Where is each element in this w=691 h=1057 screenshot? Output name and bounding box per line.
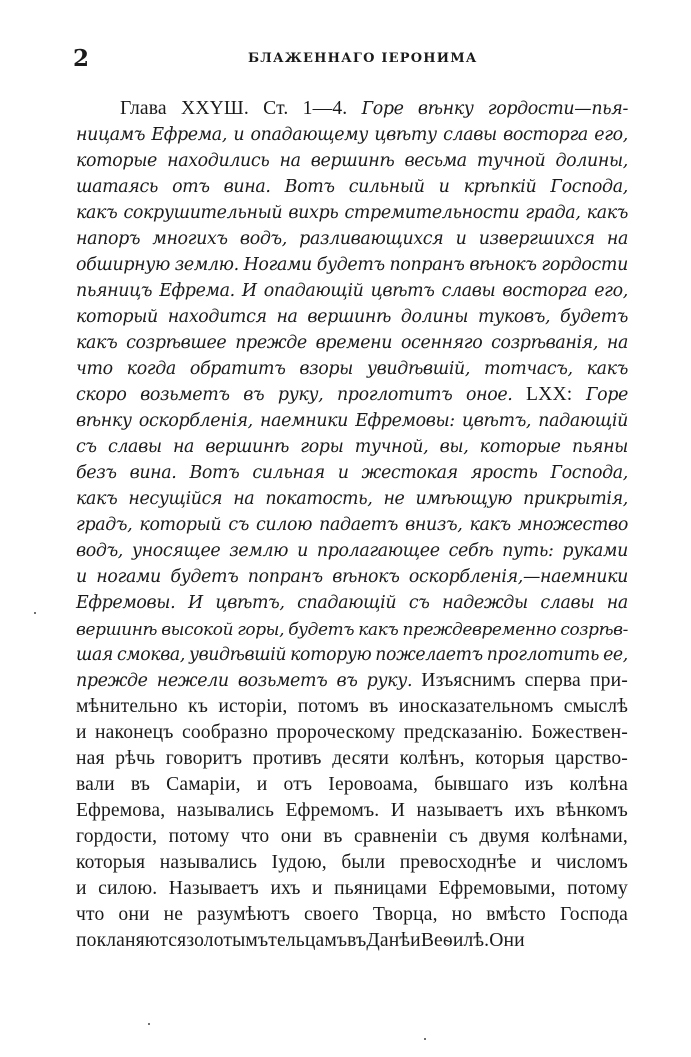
word: вѣнокъ — [469, 255, 537, 275]
word: вершинѣ — [76, 619, 158, 639]
word: гордости, — [76, 826, 158, 847]
text-line — [76, 330, 628, 356]
word: при- — [590, 670, 628, 691]
word: отъ — [283, 774, 313, 795]
word: нежели — [156, 671, 229, 691]
word: и — [233, 125, 245, 145]
word: пьяницъ — [76, 281, 153, 301]
word: тотчасъ, — [484, 359, 573, 379]
word: были — [341, 852, 386, 873]
running-head: БЛАЖЕННАГО ІЕРОНИМА — [248, 51, 478, 66]
text-line — [76, 928, 628, 954]
word: падающій — [538, 411, 628, 431]
word: въ — [243, 385, 265, 405]
word: крѣпкій — [463, 177, 537, 197]
word: Господа, — [550, 463, 628, 483]
word: ее, — [603, 645, 628, 665]
word: и — [455, 229, 467, 249]
text-line — [76, 642, 628, 668]
word: Господа — [559, 904, 628, 925]
word: проглотитъ — [336, 385, 453, 405]
word: противъ — [252, 748, 322, 769]
word: которые — [76, 151, 157, 171]
word: славы — [441, 281, 496, 301]
word: вѣнокъ — [332, 567, 400, 587]
word: И — [241, 281, 257, 301]
text-line — [76, 122, 628, 148]
word: стремительности — [344, 203, 520, 223]
word: увидѣвшій — [188, 645, 287, 665]
word: царство- — [555, 748, 628, 769]
word: пьяницами — [334, 878, 427, 899]
word: многихъ — [152, 229, 228, 249]
word: какъ — [76, 333, 118, 353]
word: съ — [408, 593, 430, 613]
word: Они — [489, 930, 525, 951]
word: въ — [336, 671, 358, 691]
word: которыя — [475, 748, 545, 769]
word: градъ, — [76, 515, 133, 535]
word: будетъ — [316, 255, 385, 275]
word: что — [240, 826, 270, 847]
word: вершинѣ — [310, 151, 395, 171]
word: оскорбленія, — [138, 411, 253, 431]
word: который — [139, 515, 222, 535]
word: Данѣ — [366, 930, 411, 951]
word: въ — [323, 826, 343, 847]
word: вина. — [129, 463, 177, 483]
text-line — [76, 538, 628, 564]
word: Глава — [120, 98, 167, 119]
word: на — [276, 307, 298, 327]
word: тельцамъ — [268, 930, 348, 951]
word: покатость, — [265, 489, 373, 509]
word: какъ — [469, 515, 511, 535]
word: съ — [448, 826, 468, 847]
word: Веѳилѣ. — [420, 930, 490, 951]
word: цвѣтъ — [370, 281, 435, 301]
word: горы — [300, 437, 344, 457]
word: ная — [76, 748, 105, 769]
word: разумѣютъ — [197, 904, 290, 925]
word: двумя — [479, 826, 530, 847]
word: на — [606, 229, 628, 249]
word: назывались — [159, 852, 258, 873]
word: взоры — [299, 359, 353, 379]
word: вали — [76, 774, 115, 795]
word: созрѣв- — [560, 619, 628, 639]
word: исторіи, — [218, 696, 288, 717]
word: мѣнительно — [76, 696, 178, 717]
word: ярость — [470, 463, 538, 483]
word: пьяны — [571, 437, 628, 457]
word: въ — [130, 774, 151, 795]
word: его, — [594, 281, 628, 301]
word: въ — [347, 930, 367, 951]
word: долины — [400, 307, 469, 327]
word: жестокая — [361, 463, 458, 483]
word: и — [530, 852, 542, 873]
word: будетъ — [560, 307, 628, 327]
word: называетъ — [416, 800, 504, 821]
word: напоръ — [76, 229, 141, 249]
word: шая — [76, 645, 113, 665]
word: ихъ — [514, 800, 545, 821]
word: попранъ — [247, 567, 323, 587]
word: скоро — [76, 385, 127, 405]
word: что — [76, 904, 105, 925]
text-line — [76, 902, 628, 928]
word: Ефремомъ. — [285, 800, 380, 821]
word: путь: — [502, 541, 554, 561]
word: спадающій — [297, 593, 397, 613]
word: они — [118, 904, 150, 925]
word: возьметъ — [237, 671, 328, 691]
word: на — [279, 151, 301, 171]
word: оскорбленія,—наемники — [408, 567, 628, 587]
word: его, — [594, 125, 628, 145]
word: которую — [290, 645, 372, 665]
text-line — [76, 876, 628, 902]
word: не — [163, 904, 184, 925]
word: падаетъ — [319, 515, 399, 535]
word: землю — [229, 541, 289, 561]
word: Іудою, — [271, 852, 327, 873]
text-line — [76, 174, 628, 200]
word: и — [76, 567, 87, 587]
word: какъ — [586, 203, 628, 223]
word: горы, — [237, 619, 285, 639]
word: цвѣту — [374, 125, 437, 145]
text-line — [76, 96, 628, 122]
word: предсказанію. — [403, 722, 523, 743]
word: Горе — [585, 385, 628, 405]
word: пожелаетъ — [375, 645, 483, 665]
word: вѣнкомъ — [556, 800, 628, 821]
word: покланяются — [76, 930, 187, 951]
word: которыя — [76, 852, 146, 873]
word: и — [256, 774, 268, 795]
word: прикрытія, — [523, 489, 628, 509]
word: высокой — [161, 619, 234, 639]
word: опадающій — [263, 281, 364, 301]
word: силою — [256, 515, 313, 535]
word: вѣнку — [417, 99, 474, 119]
word: Вотъ — [284, 177, 335, 197]
word: которые — [479, 437, 561, 457]
word: потомъ — [297, 696, 359, 717]
word: восторга — [502, 281, 588, 301]
word: своего — [304, 904, 359, 925]
word: вѣнку — [76, 411, 132, 431]
word: и — [297, 541, 308, 561]
word: смоква, — [116, 645, 185, 665]
word: Самаріи, — [166, 774, 241, 795]
word: и — [312, 878, 323, 899]
word: цвѣтъ, — [462, 411, 532, 431]
word: на — [606, 333, 628, 353]
word: множество — [517, 515, 628, 535]
word: несущійся — [128, 489, 223, 509]
word: славы — [540, 593, 595, 613]
word: Господа, — [550, 177, 628, 197]
page-header — [0, 44, 691, 74]
word: сокрушительный — [123, 203, 283, 223]
word: вмѣсто — [486, 904, 546, 925]
text-line — [76, 408, 628, 434]
word: туковъ, — [477, 307, 551, 327]
word: долины, — [555, 151, 628, 171]
word: будетъ — [288, 619, 355, 639]
word: Изъяснимъ — [421, 670, 516, 691]
word: ихъ — [270, 878, 301, 899]
word: превосходнѣе — [399, 852, 517, 873]
word: обратитъ — [189, 359, 286, 379]
word: вершинѣ — [205, 437, 289, 457]
text-line — [76, 200, 628, 226]
word: который — [76, 307, 158, 327]
body-text — [76, 96, 628, 954]
word: сильный — [348, 177, 425, 197]
word: Божествен- — [531, 722, 628, 743]
word: что — [76, 359, 113, 379]
word: обширную — [76, 255, 170, 275]
word: сперва — [524, 670, 581, 691]
word: восторга — [503, 125, 588, 145]
text-line — [76, 668, 628, 694]
text-line — [76, 486, 628, 512]
text-line — [76, 434, 628, 460]
word: Ст. — [263, 98, 289, 119]
text-line — [76, 590, 628, 616]
word: прежде — [76, 671, 148, 691]
word: и — [76, 722, 87, 743]
word: Горе — [361, 99, 404, 119]
word: колѣнъ, — [399, 748, 465, 769]
word: опадающему — [250, 125, 368, 145]
word: безъ — [76, 463, 117, 483]
text-line — [76, 798, 628, 824]
word: Іеровоама, — [328, 774, 419, 795]
text-line — [76, 460, 628, 486]
word: времени — [315, 333, 393, 353]
word: преждевременно — [402, 619, 557, 639]
word: будетъ — [170, 567, 239, 587]
word: 1—4. — [302, 98, 348, 119]
word: гордости—пья- — [487, 99, 628, 119]
word: иносказательномъ — [398, 696, 554, 717]
word: руку. — [366, 671, 413, 691]
word: И — [187, 593, 203, 613]
word: сильная — [252, 463, 325, 483]
word: LXX: — [526, 384, 573, 405]
word: потому — [567, 878, 628, 899]
text-line — [76, 304, 628, 330]
word: но — [451, 904, 473, 925]
word: славы — [107, 437, 162, 457]
word: прежде — [235, 333, 307, 353]
word: назывались — [176, 800, 275, 821]
word: водъ, — [239, 229, 287, 249]
word: И — [390, 800, 406, 821]
word: руками — [562, 541, 628, 561]
word: какъ — [358, 619, 399, 639]
word: и — [76, 878, 87, 899]
word: и — [410, 930, 421, 951]
word: рѣчь — [115, 748, 156, 769]
word: наемники — [260, 411, 349, 431]
word: десяти — [332, 748, 389, 769]
word: ницамъ — [76, 125, 146, 145]
text-line — [76, 148, 628, 174]
word: XXҮШ. — [181, 98, 249, 119]
word: тучной, — [354, 437, 429, 457]
word: себѣ — [448, 541, 494, 561]
text-line — [76, 616, 628, 642]
word: проглотить — [486, 645, 600, 665]
text-line — [76, 252, 628, 278]
word: отъ — [172, 177, 210, 197]
word: находится — [167, 307, 267, 327]
word: Ефрема, — [151, 125, 228, 145]
word: увидѣвшій, — [366, 359, 471, 379]
word: колѣнами, — [541, 826, 628, 847]
word: попранъ — [389, 255, 465, 275]
word: возьметъ — [140, 385, 230, 405]
word: они — [280, 826, 312, 847]
word: не — [383, 489, 405, 509]
word: тучной — [476, 151, 546, 171]
word: созрѣванія, — [491, 333, 599, 353]
word: ногами — [96, 567, 161, 587]
word: цвѣтъ, — [215, 593, 285, 613]
word: Творца, — [372, 904, 438, 925]
word: смыслѣ — [563, 696, 628, 717]
word: оное. — [465, 385, 513, 405]
text-line — [76, 772, 628, 798]
text-line — [76, 382, 628, 408]
word: къ — [188, 696, 209, 717]
word: Ефремовы: — [355, 411, 455, 431]
word: Ногами — [243, 255, 312, 275]
text-line — [76, 278, 628, 304]
text-line — [76, 512, 628, 538]
word: въ — [369, 696, 389, 717]
word: гордости — [541, 255, 628, 275]
text-line — [76, 720, 628, 746]
word: извергшихся — [478, 229, 595, 249]
word: колѣна — [569, 774, 628, 795]
word: и — [337, 463, 349, 483]
word: сообразно — [181, 722, 269, 743]
word: разливающихся — [299, 229, 444, 249]
word: осенняго — [400, 333, 483, 353]
text-line — [76, 824, 628, 850]
word: числомъ — [556, 852, 628, 873]
word: шатаясь — [76, 177, 158, 197]
word: на — [606, 593, 628, 613]
word: вихрь — [288, 203, 339, 223]
word: съ — [76, 437, 97, 457]
word: пролагающее — [316, 541, 440, 561]
word: пророческому — [276, 722, 396, 743]
text-line — [76, 564, 628, 590]
page-number: 2 — [73, 45, 90, 72]
word: уносящее — [131, 541, 221, 561]
word: Ефрема. — [159, 281, 235, 301]
word: водъ, — [76, 541, 123, 561]
word: съ — [228, 515, 249, 535]
word: Вотъ — [189, 463, 240, 483]
word: изъ — [524, 774, 554, 795]
word: говоритъ — [165, 748, 243, 769]
word: какъ — [76, 203, 118, 223]
word: силою. — [98, 878, 158, 899]
word: какъ — [586, 359, 628, 379]
text-line — [76, 226, 628, 252]
word: весьма — [404, 151, 467, 171]
word: Ефремова, — [76, 800, 166, 821]
word: золотымъ — [186, 930, 269, 951]
text-line — [76, 694, 628, 720]
word: Называетъ — [168, 878, 259, 899]
word: града, — [525, 203, 581, 223]
word: Ефремовы. — [76, 593, 176, 613]
word: руку, — [277, 385, 324, 405]
word: находились — [167, 151, 270, 171]
word: бывшаго — [434, 774, 509, 795]
word: вершинѣ — [307, 307, 391, 327]
text-line — [76, 356, 628, 382]
word: на — [233, 489, 255, 509]
word: когда — [126, 359, 176, 379]
word: наконецъ — [95, 722, 174, 743]
text-line — [76, 850, 628, 876]
word: вина. — [223, 177, 271, 197]
word: вы, — [439, 437, 469, 457]
word: имѣющую — [415, 489, 513, 509]
word: славы — [443, 125, 497, 145]
word: сравненіи — [354, 826, 438, 847]
word: созрѣвшее — [126, 333, 227, 353]
word: землю. — [174, 255, 239, 275]
word: потому — [168, 826, 230, 847]
word: надежды — [442, 593, 528, 613]
word: на — [172, 437, 195, 457]
word: какъ — [76, 489, 118, 509]
word: внизъ, — [405, 515, 463, 535]
word: и — [438, 177, 450, 197]
word: Ефремовыми, — [438, 878, 556, 899]
text-line — [76, 746, 628, 772]
